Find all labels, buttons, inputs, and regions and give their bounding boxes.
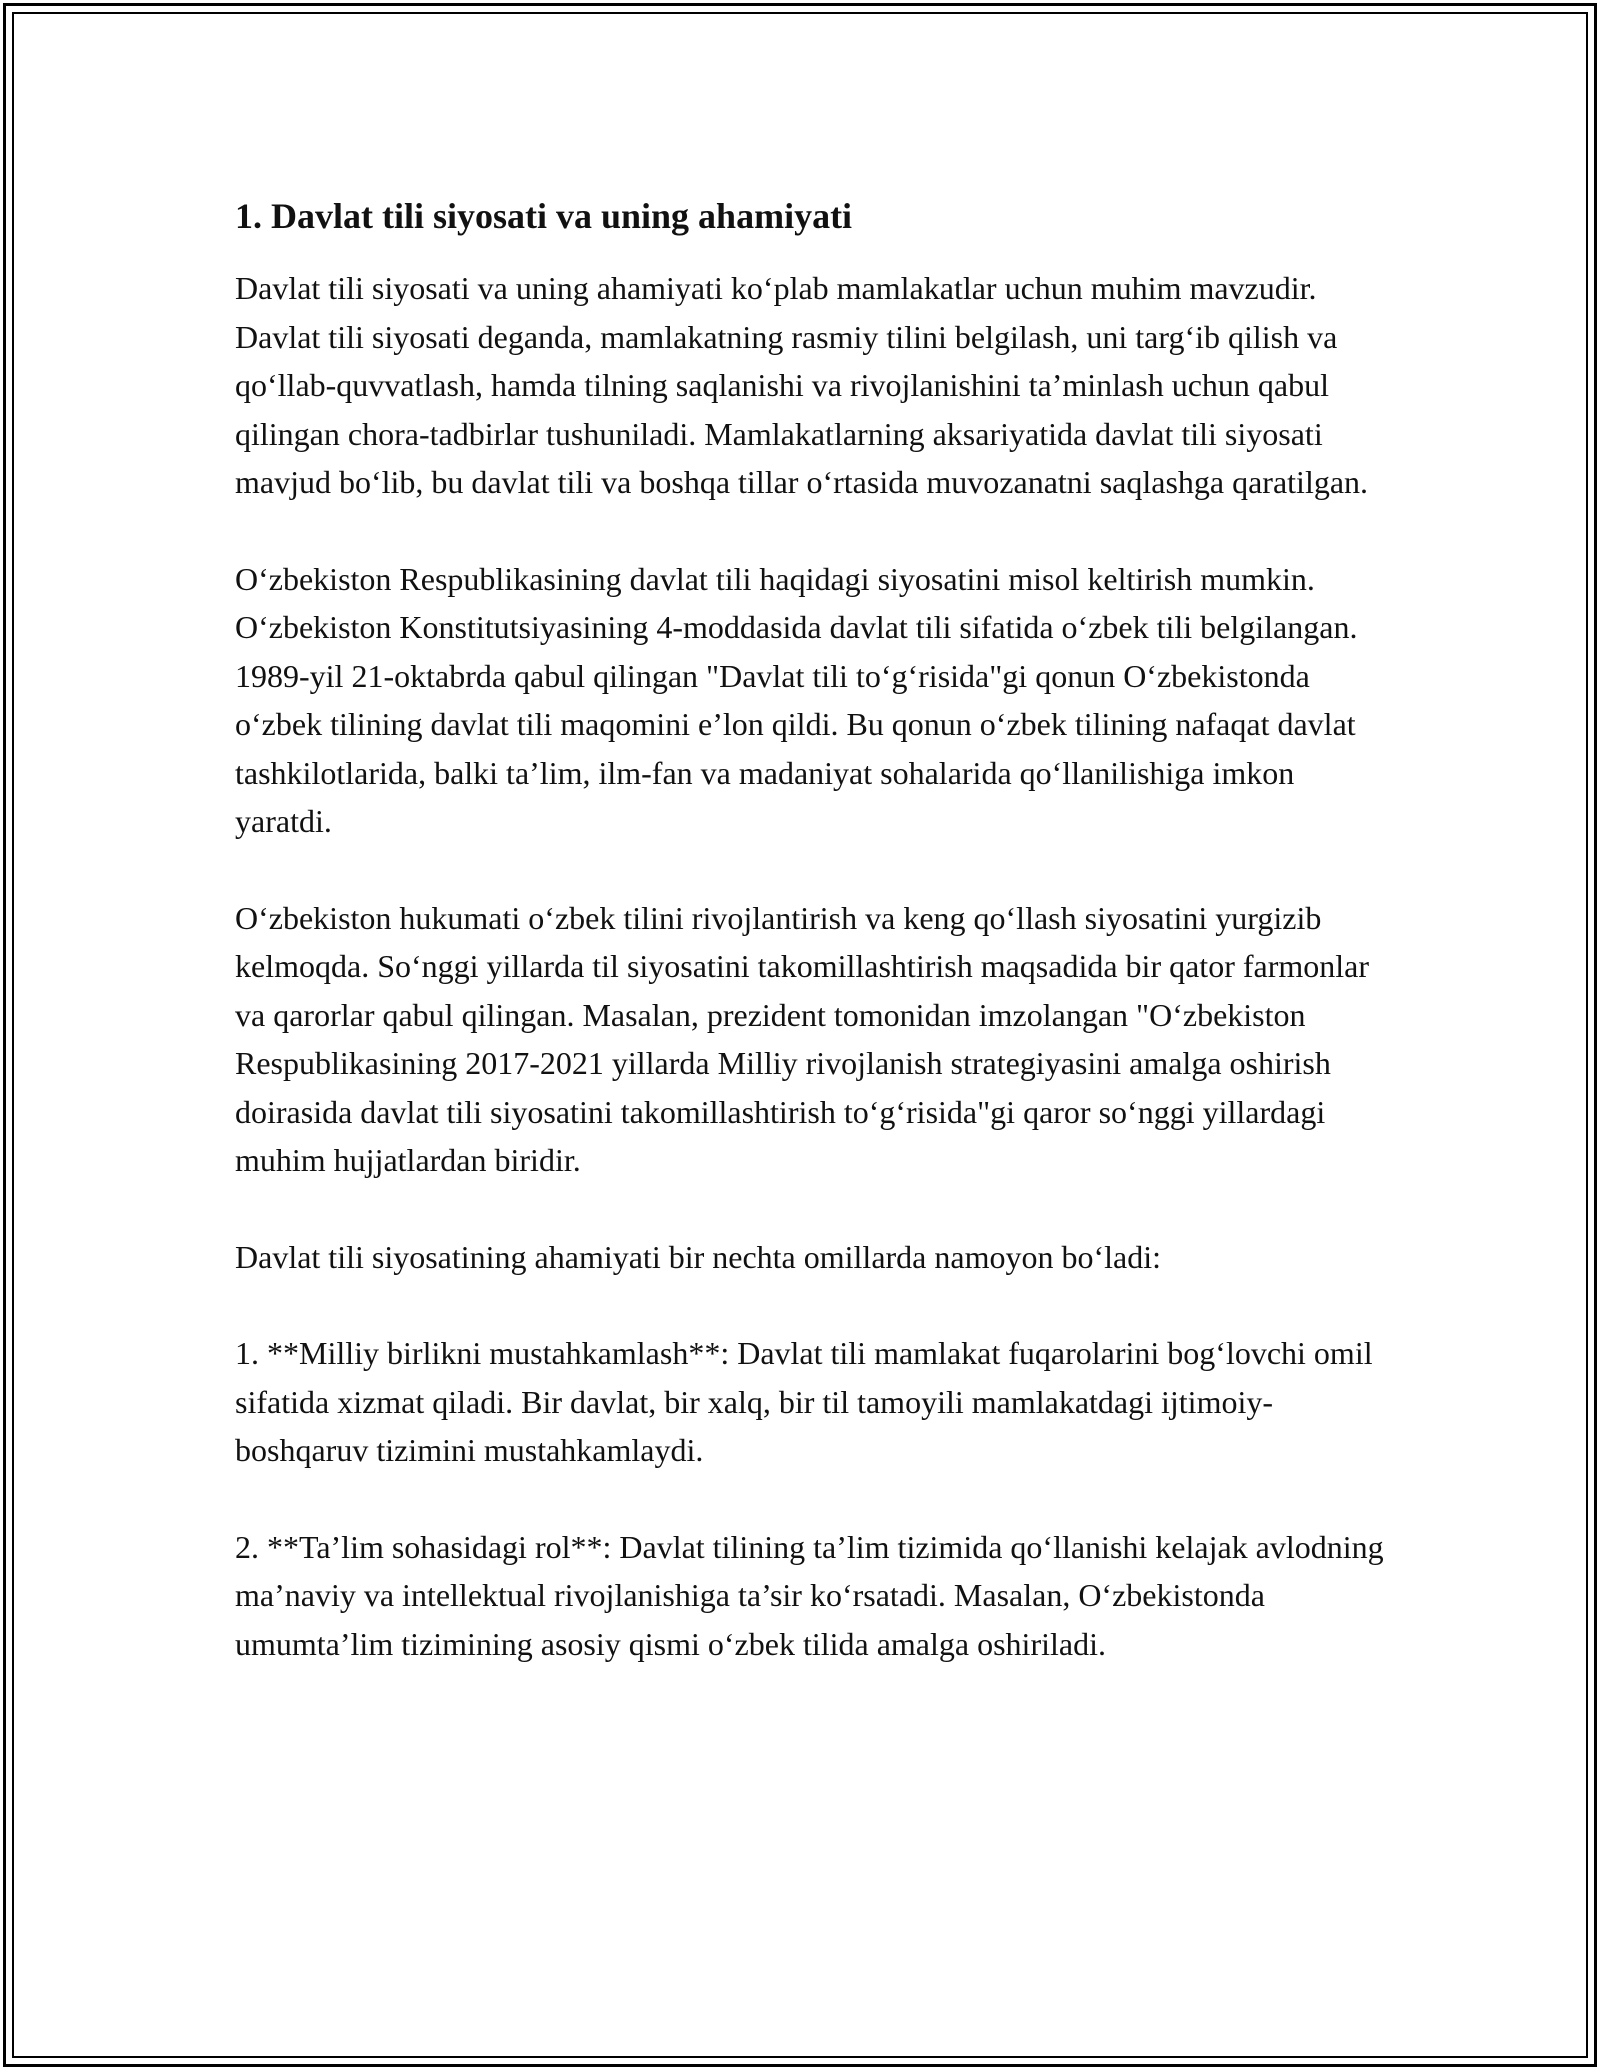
list-item-education-role: 2. **Ta’lim sohasidagi rol**: Davlat tilining ta’lim tizimida qo‘llanishi kelajak avlodning ma’naviy va intellektual rivojlanishiga ta’sir ko‘rsatadi. Masalan, O‘zbekistonda umumta’lim tizimining asosiy qismi o‘zbek tilida amalga oshiriladi.: [235, 1528, 1384, 1662]
paragraph-importance-intro: Davlat tili siyosatining ahamiyati bir nechta omillarda namoyon bo‘ladi:: [235, 1238, 1161, 1275]
paragraph-government-actions: O‘zbekiston hukumati o‘zbek tilini rivojlantirish va keng qo‘llash siyosatini yurgizib kelmoqda. So‘nggi yillarda til siyosatini takomillashtirish maqsadida bir qator farmonlar va qarorlar qabul qilingan. Masalan, prezident tomonidan imzolangan "O‘zbekiston Respublikasining 2017-2021 yillarda Milliy rivojlanish strategiyasini amalga oshirish doirasida davlat tili siyosatini takomillashtirish to‘g‘risida"gi qaror so‘nggi yillardagi muhim hujjatlardan biridir.: [235, 899, 1369, 1178]
document-body: [235, 188, 1385, 1716]
paragraph-uzbekistan-policy: O‘zbekiston Respublikasining davlat tili haqidagi siyosatini misol keltirish mumkin. O‘zbekiston Konstitutsiyasining 4-moddasida davlat tili sifatida o‘zbek tili belgilangan. 1989-yil 21-oktabrda qabul qilingan "Davlat tili to‘g‘risida"gi qonun O‘zbekistonda o‘zbek tilining davlat tili maqomini e’lon qildi. Bu qonun o‘zbek tilining nafaqat davlat tashkilotlarida, balki ta’lim, ilm-fan va madaniyat sohalarida qo‘llanilishiga imkon yaratdi.: [235, 560, 1358, 839]
paragraph-intro: Davlat tili siyosati va uning ahamiyati ko‘plab mamlakatlar uchun muhim mavzudir. Davlat tili siyosati deganda, mamlakatning rasmiy tilini belgilash, uni targ‘ib qilish va qo‘llab-quvvatlash, hamda tilning saqlanishi va rivojlanishini ta’minlash uchun qabul qilingan chora-tadbirlar tushuniladi. Mamlakatlarning aksariyatida davlat tili siyosati mavjud bo‘lib, bu davlat tili va boshqa tillar o‘rtasida muvozanatni saqlashga qaratilgan.: [235, 270, 1369, 500]
section-heading: 1. Davlat tili siyosati va uning ahamiyati: [235, 196, 853, 236]
list-item-national-unity: 1. **Milliy birlikni mustahkamlash**: Davlat tili mamlakat fuqarolarini bog‘lovchi omil sifatida xizmat qiladi. Bir davlat, bir xalq, bir til tamoyili mamlakatdagi ijtimoiy-boshqaruv tizimini mustahkamlaydi.: [235, 1335, 1373, 1468]
